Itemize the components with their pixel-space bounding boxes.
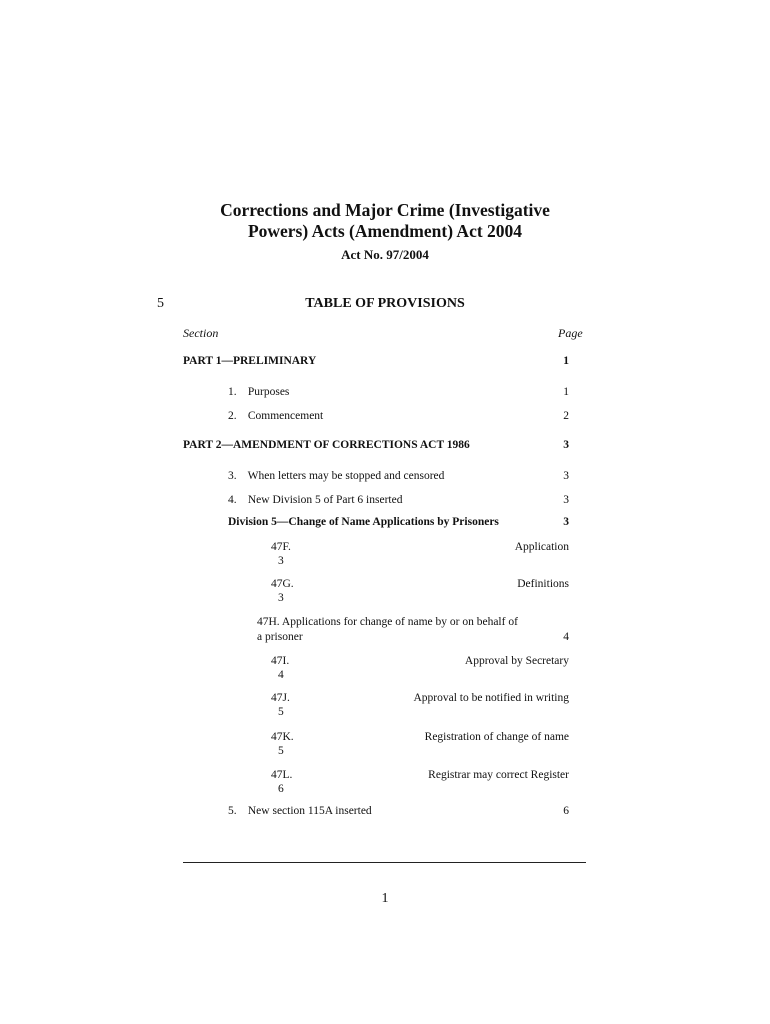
item-title: Purposes <box>247 386 290 398</box>
toc-part-2[interactable] <box>183 439 569 451</box>
item-page: 3 <box>563 470 569 482</box>
item-title: Commencement <box>247 410 324 422</box>
section-title: Application <box>514 541 569 553</box>
part-label: PART 1—PRELIMINARY <box>183 355 317 367</box>
item-number: 2. <box>228 410 237 422</box>
section-page: 4 <box>563 631 569 643</box>
item-number: 1. <box>228 386 237 398</box>
section-page: 4 <box>278 669 284 681</box>
item-title: New section 115A inserted <box>247 805 372 817</box>
division-label: Division 5—Change of Name Applications by Prisoners <box>228 516 499 528</box>
toc-section-47h[interactable] <box>257 615 569 645</box>
section-title: Registration of change of name <box>424 731 569 743</box>
part-page: 3 <box>563 439 569 451</box>
item-number: 3. <box>228 470 237 482</box>
act-title-line-1: Corrections and Major Crime (Investigative <box>220 200 550 220</box>
section-title: Definitions <box>517 578 569 590</box>
column-header-section: Section <box>183 326 219 340</box>
section-number: 47K. <box>271 731 294 743</box>
section-page: 6 <box>278 783 284 795</box>
section-title: Registrar may correct Register <box>428 769 569 781</box>
toc-part-1[interactable] <box>183 355 569 367</box>
part-label: PART 2—AMENDMENT OF CORRECTIONS ACT 1986 <box>183 439 470 451</box>
footer-rule <box>183 862 586 863</box>
section-number: 47J. <box>271 692 290 704</box>
item-title: When letters may be stopped and censored <box>247 470 445 482</box>
item-title: New Division 5 of Part 6 inserted <box>247 494 403 506</box>
item-number: 5. <box>228 805 237 817</box>
toc-item-5[interactable] <box>228 805 569 817</box>
section-page: 3 <box>278 555 284 567</box>
act-title-line-2: Powers) Acts (Amendment) Act 2004 <box>247 221 523 241</box>
item-page: 1 <box>563 386 569 398</box>
item-number: 4. <box>228 494 237 506</box>
section-title-line-2: a prisoner <box>257 631 303 643</box>
margin-number: 5 <box>157 296 164 311</box>
section-page: 5 <box>278 706 284 718</box>
section-title: Approval by Secretary <box>464 655 569 667</box>
section-title: Approval to be notified in writing <box>413 692 569 704</box>
section-number: 47I. <box>271 655 290 667</box>
column-header-page: Page <box>558 326 583 340</box>
division-page: 3 <box>563 516 569 528</box>
section-number: 47G. <box>271 578 294 590</box>
toc-item-2[interactable] <box>228 410 569 422</box>
act-number: Act No. 97/2004 <box>341 247 429 262</box>
section-page: 3 <box>278 592 284 604</box>
toc-item-1[interactable] <box>228 386 569 398</box>
item-page: 3 <box>563 494 569 506</box>
toc-division-5[interactable] <box>228 516 569 528</box>
item-page: 6 <box>563 805 569 817</box>
item-page: 2 <box>563 410 569 422</box>
act-title <box>150 200 620 242</box>
part-page: 1 <box>563 355 569 367</box>
section-number: 47L. <box>271 769 293 781</box>
page-number: 1 <box>381 891 389 906</box>
toc-item-4[interactable] <box>228 494 569 506</box>
section-page: 5 <box>278 745 284 757</box>
section-title-line-1: 47H. Applications for change of name by or on behalf of <box>257 616 518 628</box>
toc-heading: TABLE OF PROVISIONS <box>305 296 465 311</box>
toc-item-3[interactable] <box>228 470 569 482</box>
section-number: 47F. <box>271 541 291 553</box>
